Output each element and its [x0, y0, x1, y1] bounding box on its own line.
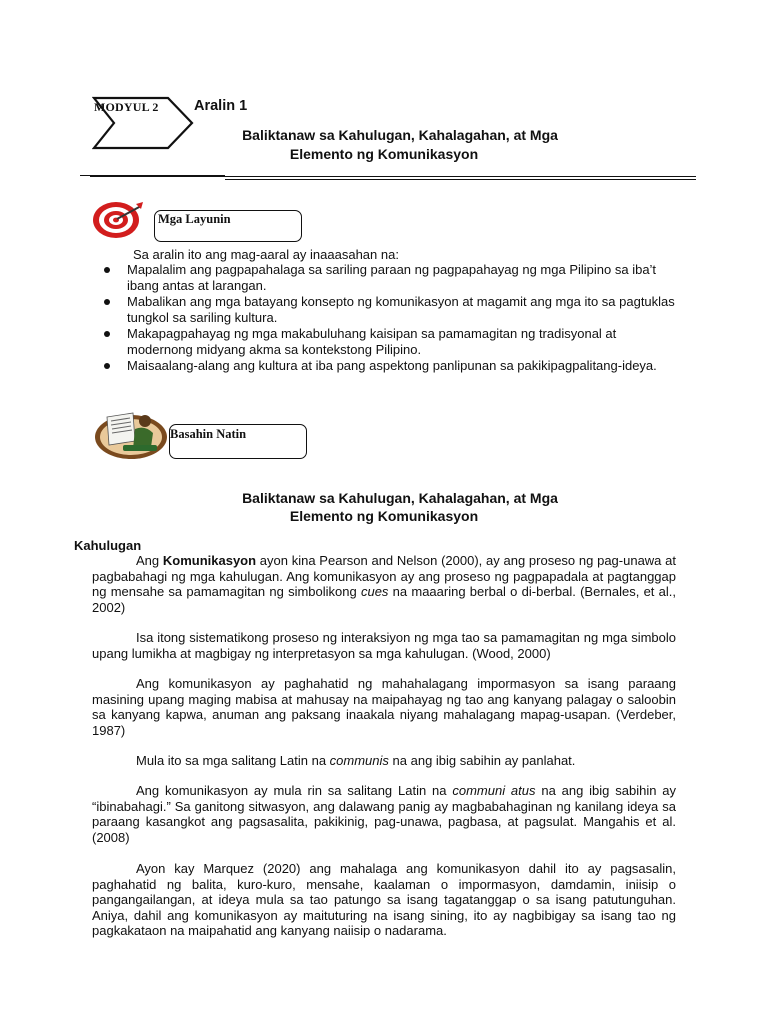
lesson-title-line-2: Elemento ng Komunikasyon	[289, 146, 479, 162]
header-rule-top	[90, 176, 696, 177]
lesson-title-line-1: Baliktanaw sa Kahulugan, Kahalagahan, at Mga	[242, 127, 558, 143]
objectives-list	[104, 262, 680, 375]
bullet-icon	[104, 267, 110, 273]
paragraph: Ang komunikasyon ay mula rin sa salitang Latin na communi atus na ang ibig sabihin ay “ibinabahagi.” Sa ganitong sitwasyon, ang dalawang panig ay magbabahaginan ng kanilang ideya sa paraang kasangkot ang pagsasalita, pakikinig, pag-unawa, pagbasa, at pagsulat. Mangahis et al. (2008)	[92, 783, 677, 845]
reading-title-line-1: Baliktanaw sa Kahulugan, Kahalagahan, at Mga	[242, 490, 558, 506]
paragraph: Mula ito sa mga salitang Latin na communis na ang ibig sabihin ay panlahat.	[136, 753, 576, 768]
bullet-icon	[104, 363, 110, 369]
paragraph: Ayon kay Marquez (2020) ang mahalaga ang komunikasyon dahil ito ay pagsasalin, paghahatid ng balita, kuro-kuro, mensahe, kaalaman o impormasyon, damdamin, iniisip o pangangailangan, at ideya mula sa tao patungo sa isang tagatanggap o sa isang patutunguhan. Aniya, dahil ang komunikasyon ay maituturing na isang sining, ito ay nagbibigay sa isang tao ng pagkakataon na maipahatid ang kanyang naiisip o nadarama.	[92, 861, 676, 939]
bullet-icon	[104, 299, 110, 305]
list-item: Maisaalang-alang ang kultura at iba pang aspektong panlipunan sa pakikipagpalitang-ideya.	[104, 358, 680, 374]
newspaper-reader-icon	[93, 407, 169, 461]
bullet-icon	[104, 331, 110, 337]
header-rule-bottom	[225, 179, 696, 180]
objectives-heading: Mga Layunin	[158, 212, 231, 226]
paragraph: Isa itong sistematikong proseso ng interaksiyon ng mga tao sa pamamagitan ng mga simbolo upang lumikha at magbigay ng interpretasyon sa mga kahulugan. (Wood, 2000)	[92, 630, 676, 661]
list-item: Makapagpahayag ng mga makabuluhang kaisipan sa pamamagitan ng tradisyonal at modernong midyang akma sa kontekstong Pilipino.	[104, 326, 680, 357]
reading-heading: Basahin Natin	[170, 427, 247, 441]
lesson-label: Aralin 1	[194, 98, 248, 114]
list-item: Mapalalim ang pagpapahalaga sa sariling paraan ng pagpapahayag ng mga Pilipino sa iba’t ibang antas at larangan.	[104, 262, 680, 293]
objectives-intro: Sa aralin ito ang mag-aaral ay inaaasahan na:	[133, 247, 399, 262]
section-heading-kahulugan: Kahulugan	[74, 538, 142, 553]
list-item: Mabalikan ang mga batayang konsepto ng komunikasyon at magamit ang mga ito sa pagtuklas tungkol sa sariling kultura.	[104, 294, 680, 325]
target-icon	[92, 200, 144, 240]
reading-title-line-2: Elemento ng Komunikasyon	[289, 508, 479, 524]
paragraph: Ang komunikasyon ay paghahatid ng mahahalagang impormasyon sa isang paraang masining upang maging mabisa at mahusay na maipahayag ng tao ang kanyang palagay o saloobin sa kanyang kapwa, anuman ang paksang inaakala niyang mahalagang mapag-usapan. (Verdeber, 1987)	[92, 676, 676, 738]
paragraph: Ang Komunikasyon ayon kina Pearson and Nelson (2000), ay ang proseso ng pag-unawa at pagbabahagi ng mga kahulugan. Ang komunikasyon ay ang proseso ng pagpapadala at pagtanggap ng mensahe sa pamamagitan ng simbolikong cues na maaaring berbal o di-berbal. (Bernales, et al., 2002)	[92, 553, 676, 615]
module-label: MODYUL 2	[94, 100, 159, 114]
